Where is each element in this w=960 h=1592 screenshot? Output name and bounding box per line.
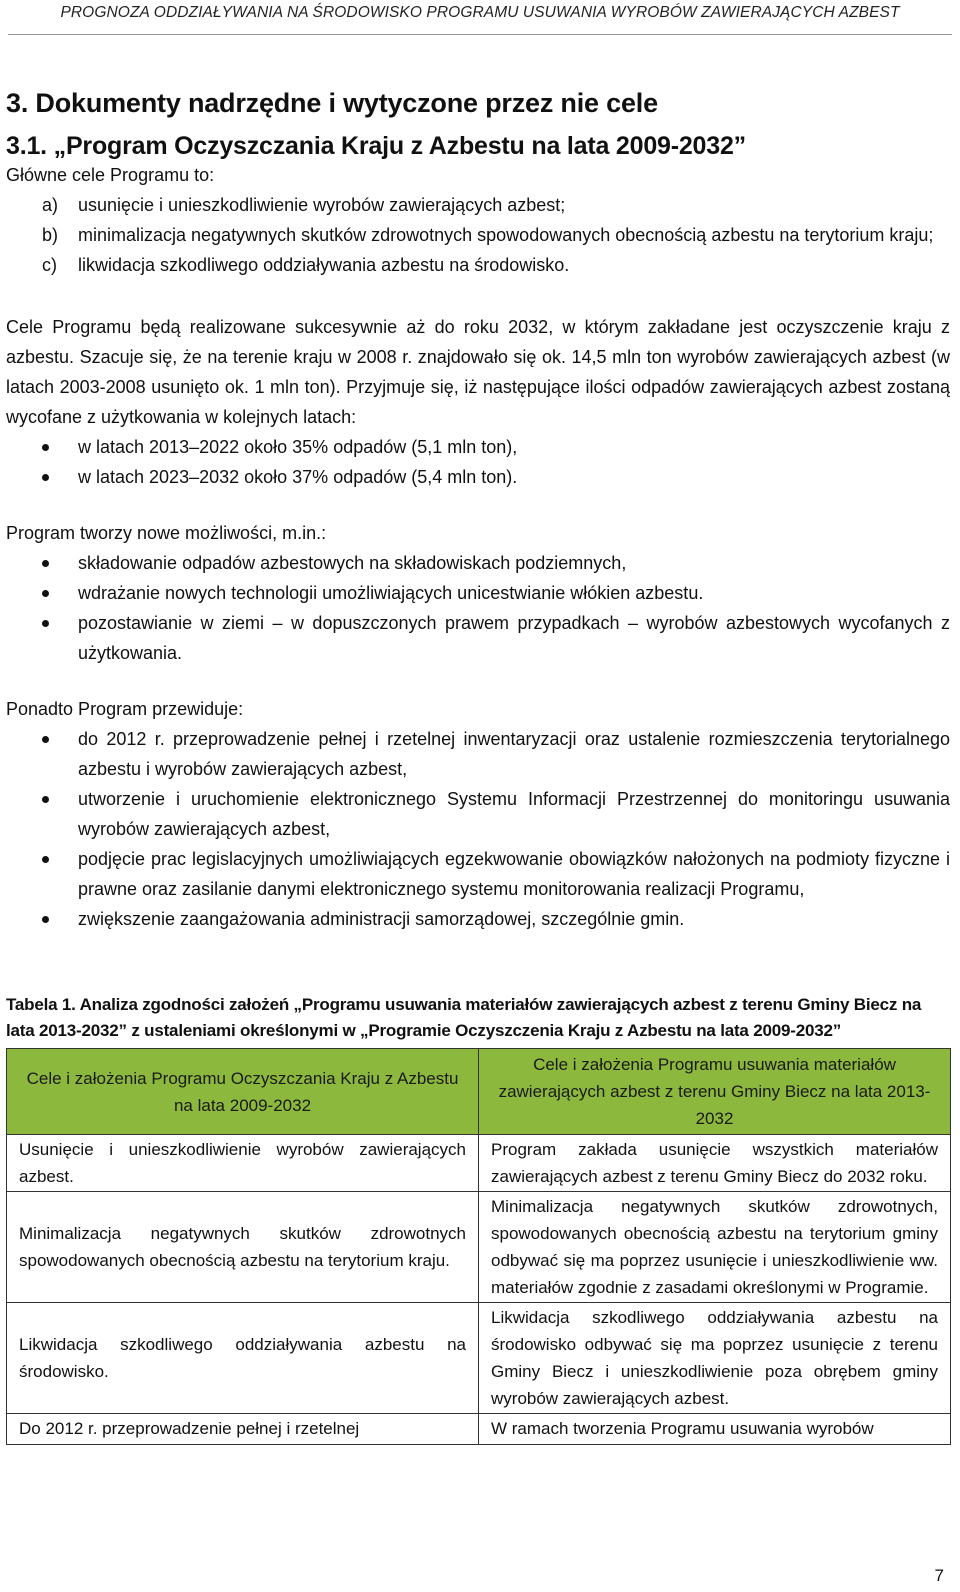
provisions-intro: Ponadto Program przewiduje: — [6, 699, 244, 719]
goals-intro: Główne cele Programu to: — [6, 165, 215, 185]
column-header: Cele i założenia Programu Oczyszczania Kraju z Azbestu na lata 2009-2032 — [7, 1049, 479, 1135]
list-item-text: usunięcie i unieszkodliwienie wyrobów zawierających azbest; — [78, 195, 566, 215]
header-divider — [8, 34, 952, 35]
list-item: składowanie odpadów azbestowych na składowiskach podziemnych, — [6, 548, 950, 578]
list-item: w latach 2023–2032 około 37% odpadów (5,4 mln ton). — [6, 462, 950, 492]
compliance-table — [6, 1048, 951, 1445]
list-item: utworzenie i uruchomienie elektronicznego Systemu Informacji Przestrzennej do monitoringu usuwania wyrobów zawierających azbest, — [6, 784, 950, 844]
provisions-list — [6, 724, 950, 934]
list-item — [6, 220, 950, 250]
table-row — [7, 1414, 951, 1445]
list-marker: c) — [42, 255, 57, 275]
opportunities-list — [6, 548, 950, 668]
table-cell: Likwidacja szkodliwego oddziaływania azbestu na środowisko. — [7, 1303, 479, 1414]
list-item: w latach 2013–2022 około 35% odpadów (5,1 mln ton), — [6, 432, 950, 462]
body-paragraph: Cele Programu będą realizowane sukcesywnie aż do roku 2032, w którym zakładane jest oczyszczenie kraju z azbestu. Szacuje się, że na terenie kraju w 2008 r. znajdowało się ok. 14,5 mln ton wyrobów zawierających azbest (w latach 2003-2008 usunięto ok. 1 mln ton). Przyjmuje się, iż następujące ilości odpadów zawierających azbest zostaną wycofane z użytkowania w kolejnych latach: — [6, 317, 950, 427]
table-cell: Usunięcie i unieszkodliwienie wyrobów zawierających azbest. — [7, 1135, 479, 1192]
list-item: pozostawianie w ziemi – w dopuszczonych prawem przypadkach – wyrobów azbestowych wycofanych z użytkowania. — [6, 608, 950, 668]
list-item: do 2012 r. przeprowadzenie pełnej i rzetelnej inwentaryzacji oraz ustalenie rozmieszczenia terytorialnego azbestu i wyrobów zawierających azbest, — [6, 724, 950, 784]
table-cell: Minimalizacja negatywnych skutków zdrowotnych, spowodowanych obecnością azbestu na terytorium gminy odbywać się ma poprzez usunięcie i unieszkodliwienie ww. materiałów zgodnie z zasadami określonymi w Programie. — [479, 1192, 951, 1303]
table-cell: Do 2012 r. przeprowadzenie pełnej i rzetelnej — [7, 1414, 479, 1445]
table-row — [7, 1192, 951, 1303]
list-item-text: likwidacja szkodliwego oddziaływania azbestu na środowisko. — [78, 255, 570, 275]
list-marker: a) — [42, 195, 59, 215]
goals-list — [6, 190, 950, 280]
list-item: podjęcie prac legislacyjnych umożliwiających egzekwowanie obowiązków nałożonych na podmioty fizyczne i prawne oraz zasilanie danymi elektronicznego systemu monitorowania realizacji Programu, — [6, 844, 950, 904]
table-header-row — [7, 1049, 951, 1135]
withdrawal-list — [6, 432, 950, 492]
list-item — [6, 190, 950, 220]
list-item — [6, 250, 950, 280]
running-header: PROGNOZA ODDZIAŁYWANIA NA ŚRODOWISKO PROGRAMU USUWANIA WYROBÓW ZAWIERAJĄCYCH AZBEST — [60, 4, 900, 21]
list-marker: b) — [42, 225, 59, 245]
table-cell: Program zakłada usunięcie wszystkich materiałów zawierających azbest z terenu Gminy Biecz do 2032 roku. — [479, 1135, 951, 1192]
list-item-text: minimalizacja negatywnych skutków zdrowotnych spowodowanych obecnością azbestu na terytorium kraju; — [78, 225, 934, 245]
column-header: Cele i założenia Programu usuwania materiałów zawierających azbest z terenu Gminy Biecz na lata 2013-2032 — [479, 1049, 951, 1135]
opportunities-intro: Program tworzy nowe możliwości, m.in.: — [6, 523, 327, 543]
list-item: wdrażanie nowych technologii umożliwiających unicestwianie włókien azbestu. — [6, 578, 950, 608]
section-title: 3. Dokumenty nadrzędne i wytyczone przez nie cele — [6, 88, 658, 118]
subsection-title: 3.1. „Program Oczyszczania Kraju z Azbestu na lata 2009-2032” — [6, 132, 746, 160]
page-content — [6, 86, 950, 1445]
table-cell: Likwidacja szkodliwego oddziaływania azbestu na środowisko odbywać się ma poprzez usunięcie z terenu Gminy Biecz i unieszkodliwienie poza obrębem gminy wyrobów zawierających azbest. — [479, 1303, 951, 1414]
table-row — [7, 1303, 951, 1414]
table-cell: Minimalizacja negatywnych skutków zdrowotnych spowodowanych obecnością azbestu na terytorium kraju. — [7, 1192, 479, 1303]
page-number: 7 — [934, 1566, 944, 1585]
table-row — [7, 1135, 951, 1192]
table-caption: Tabela 1. Analiza zgodności założeń „Programu usuwania materiałów zawierających azbest z terenu Gminy Biecz na lata 2013-2032” z ustaleniami określonymi w „Programie Oczyszczenia Kraju z Azbestu na lata 2009-2032” — [6, 995, 922, 1040]
list-item: zwiększenie zaangażowania administracji samorządowej, szczególnie gmin. — [6, 904, 950, 934]
table-cell: W ramach tworzenia Programu usuwania wyrobów — [479, 1414, 951, 1445]
